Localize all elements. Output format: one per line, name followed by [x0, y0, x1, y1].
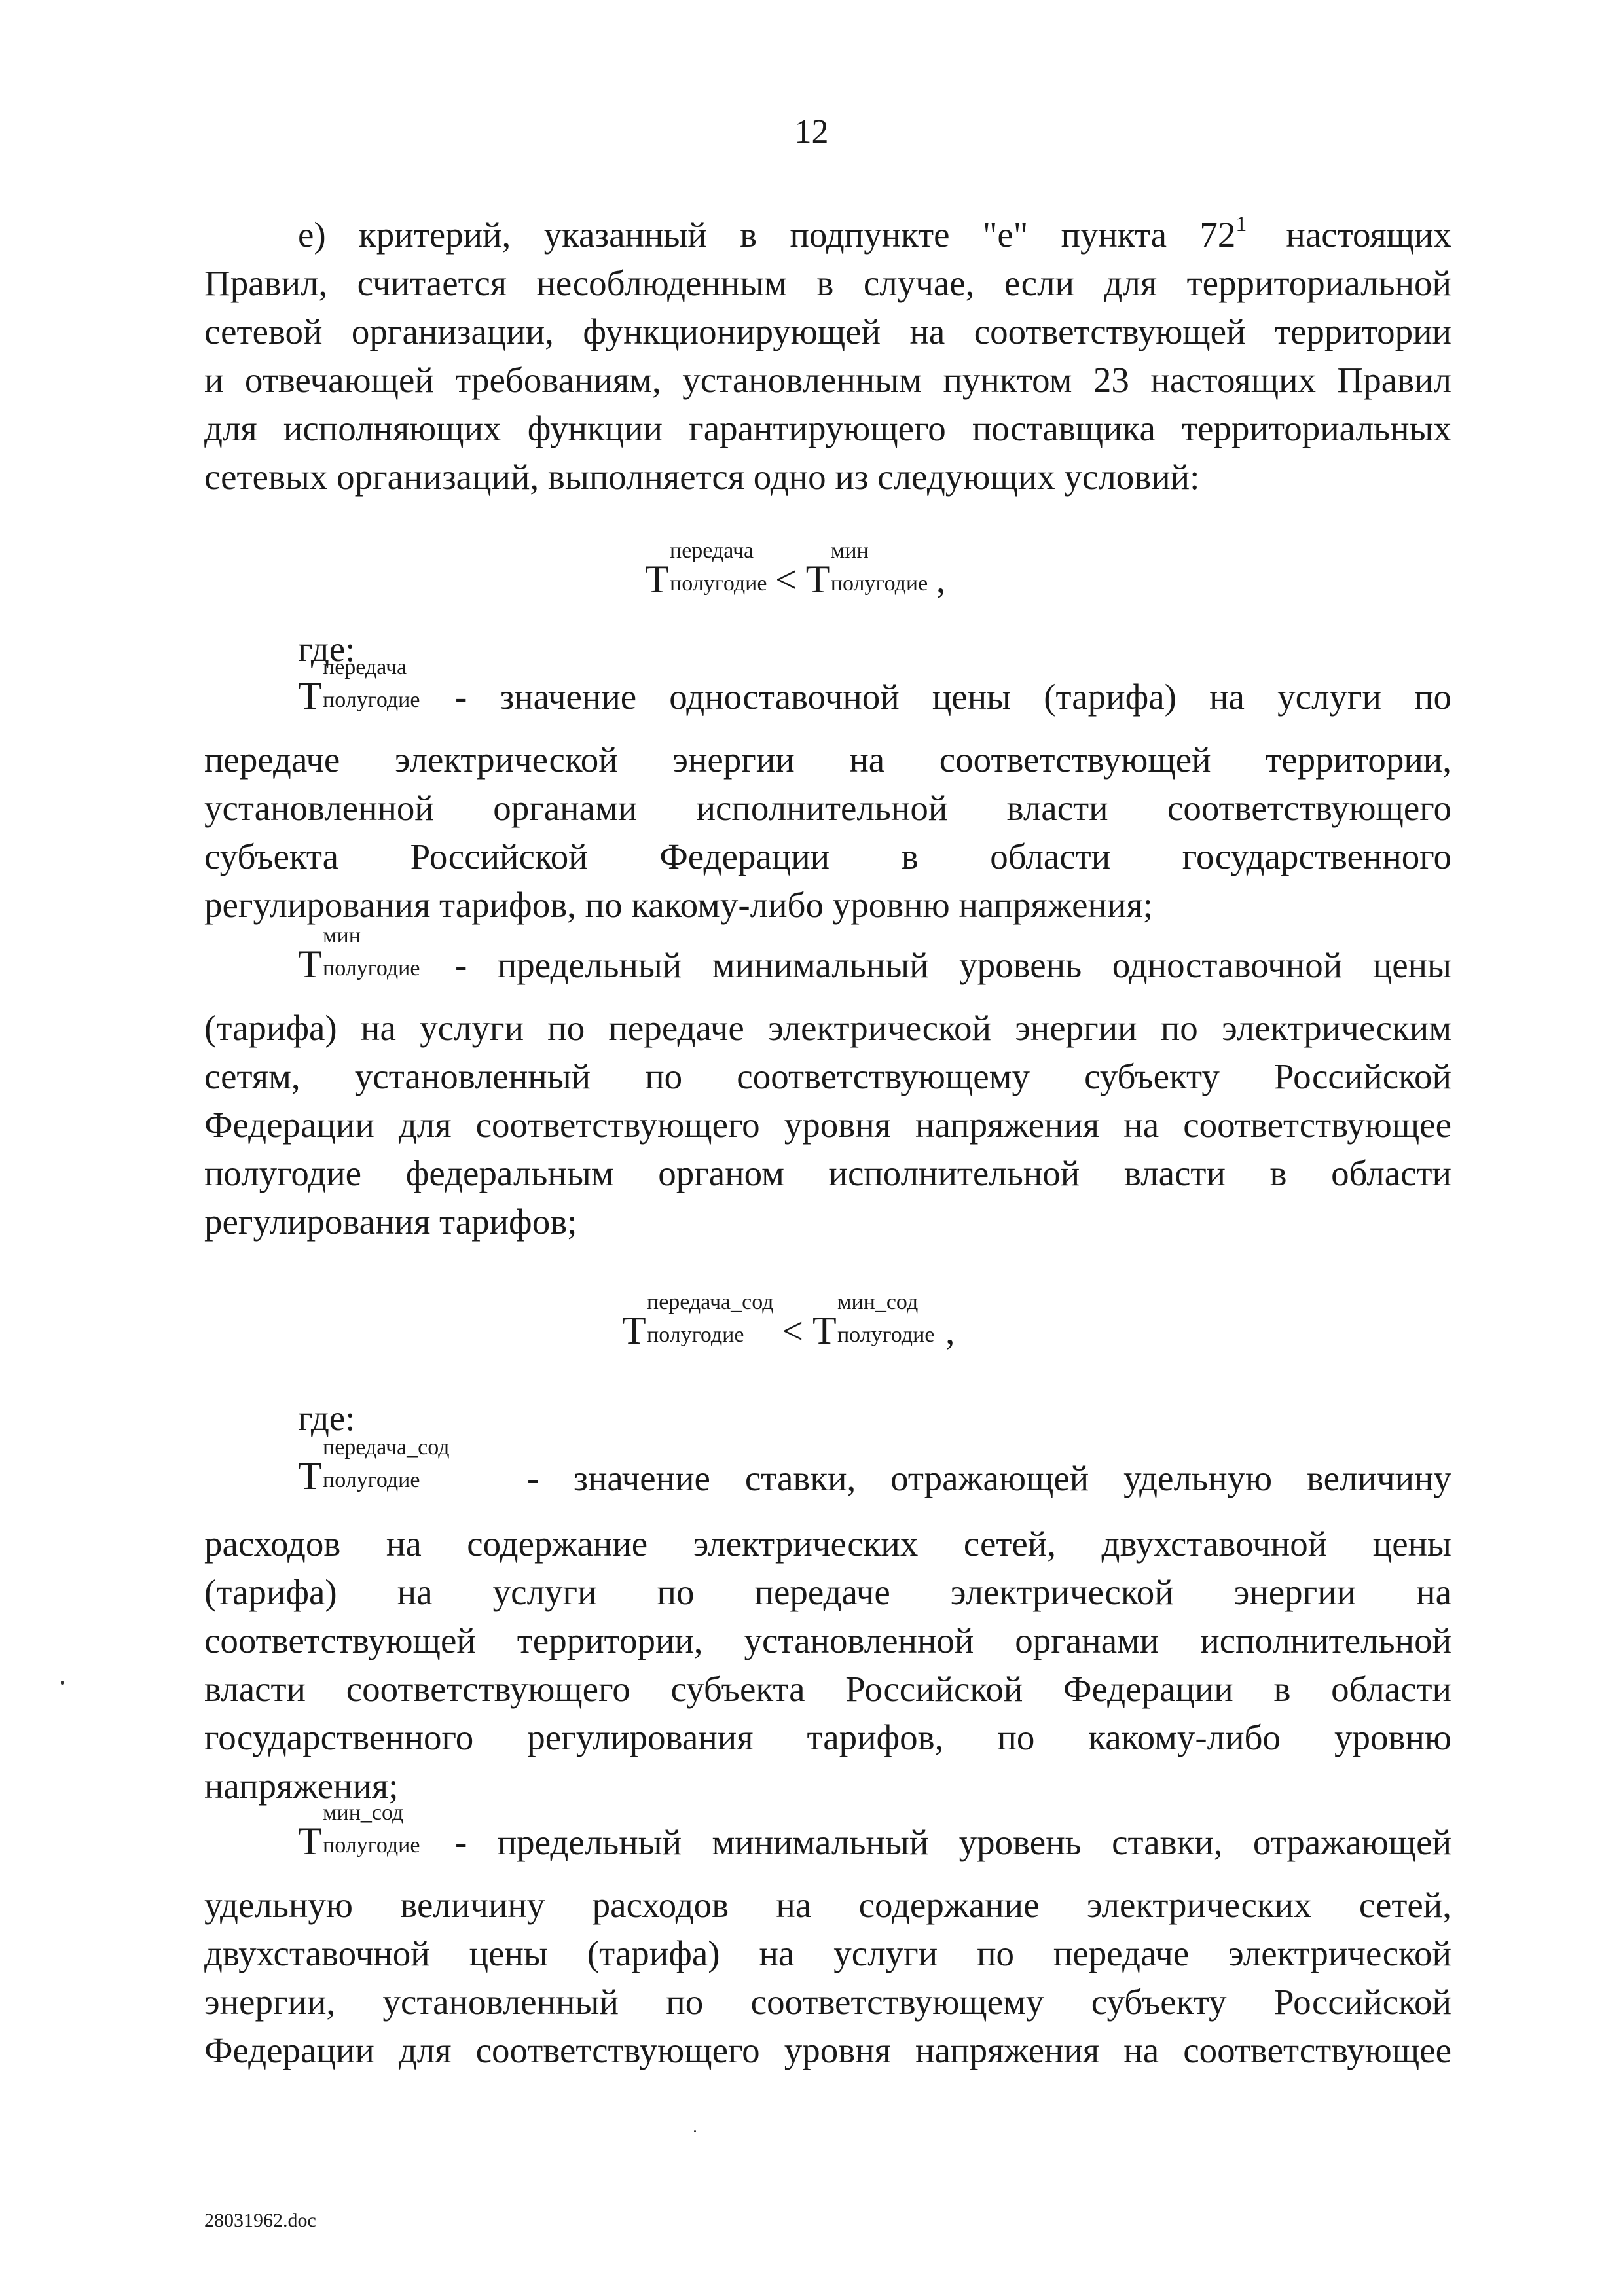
- def1-first-line: - значение одноставочной цены (тарифа) на услуги по: [455, 677, 1451, 717]
- def2-first-line: - предельный минимальный уровень одноставочной цены: [455, 945, 1451, 985]
- def1-line-3: субъекта Российской Федерации в области государственного: [204, 836, 1451, 876]
- paragraph-e-line-1-tail: настоящих: [1286, 215, 1451, 255]
- def2-line-3: Федерации для соответствующего уровня напряжения на соответствующее: [204, 1105, 1451, 1145]
- paragraph-e-line-1: [298, 211, 1451, 259]
- footnote-mark: 1: [1235, 212, 1247, 236]
- paragraph-e-line-5: для исполняющих функции гарантирующего поставщика территориальных: [204, 408, 1451, 448]
- paragraph-e-line-4: и отвечающей требованиям, установленным пунктом 23 настоящих Правил: [204, 360, 1451, 400]
- scan-speck: [694, 2130, 696, 2132]
- def2-line-4: полугодие федеральным органом исполнительной власти в области: [204, 1153, 1451, 1193]
- formula-1-punct: ,: [936, 558, 946, 601]
- def3-line-1: расходов на содержание электрических сетей, двухставочной цены: [204, 1524, 1451, 1564]
- footer-doc-id: 28031962.doc: [204, 2210, 316, 2231]
- def3-line-5: государственного регулирования тарифов, по какому-либо уровню: [204, 1717, 1451, 1757]
- def1-line-1: передаче электрической энергии на соответствующей территории,: [204, 740, 1451, 780]
- paragraph-e-line-1-text: е) критерий, указанный в подпункте "е" пункта 72: [298, 215, 1236, 255]
- def2-symbol: Т мин полугодие: [298, 924, 420, 986]
- page-number: 12: [794, 113, 829, 151]
- def2-line-1: (тарифа) на услуги по передаче электрической энергии по электрическим: [204, 1008, 1451, 1048]
- formula-2-relation: <: [782, 1310, 803, 1352]
- def3-symbol: Т передача_сод полугодие: [298, 1435, 450, 1498]
- def2-line-5: регулирования тарифов;: [204, 1202, 577, 1242]
- def1-line-4: регулирования тарифов, по какому-либо уровню напряжения;: [204, 885, 1153, 925]
- formula-2-punct: ,: [945, 1310, 955, 1352]
- where-label-1: где:: [298, 629, 356, 669]
- formula-1-relation: <: [775, 558, 797, 601]
- def1-line-2: установленной органами исполнительной власти соответствующего: [204, 788, 1451, 828]
- formula-2-right-symbol: Т мин_сод полугодие: [812, 1290, 935, 1352]
- def4-line-2: двухставочной цены (тарифа) на услуги по передаче электрической: [204, 1933, 1451, 1973]
- def2-line-2: сетям, установленный по соответствующему субъекту Российской: [204, 1056, 1451, 1096]
- formula-1: [645, 539, 946, 601]
- def4-first-line: - предельный минимальный уровень ставки, отражающей: [455, 1822, 1451, 1862]
- where-label-2: где:: [298, 1398, 356, 1438]
- formula-1-right-symbol: Т мин полугодие: [805, 539, 928, 601]
- formula-2: [622, 1290, 955, 1353]
- def4-symbol: Т мин_сод полугодие: [298, 1801, 420, 1863]
- paragraph-e-line-6: сетевых организаций, выполняется одно из следующих условий:: [204, 457, 1200, 497]
- formula-2-left-symbol: Т передача_сод полугодие: [622, 1290, 774, 1352]
- def3-line-3: соответствующей территории, установленной органами исполнительной: [204, 1621, 1451, 1660]
- def3-line-4: власти соответствующего субъекта Российской Федерации в области: [204, 1669, 1451, 1709]
- def4-line-4: Федерации для соответствующего уровня напряжения на соответствующее: [204, 2030, 1451, 2070]
- scan-speck: [61, 1681, 64, 1685]
- def3-line-6: напряжения;: [204, 1766, 399, 1806]
- paragraph-e-line-3: сетевой организации, функционирующей на соответствующей территории: [204, 312, 1451, 351]
- formula-1-left-symbol: Т передача полугодие: [645, 539, 767, 601]
- paragraph-e-line-2: Правил, считается несоблюденным в случае, если для территориальной: [204, 263, 1451, 303]
- def4-line-1: удельную величину расходов на содержание электрических сетей,: [204, 1885, 1451, 1925]
- def3-first-line: - значение ставки, отражающей удельную величину: [527, 1458, 1451, 1498]
- def4-line-3: энергии, установленный по соответствующему субъекту Российской: [204, 1982, 1451, 2022]
- def1-symbol: Т передача полугодие: [298, 655, 420, 717]
- def3-line-2: (тарифа) на услуги по передаче электрической энергии на: [204, 1572, 1451, 1612]
